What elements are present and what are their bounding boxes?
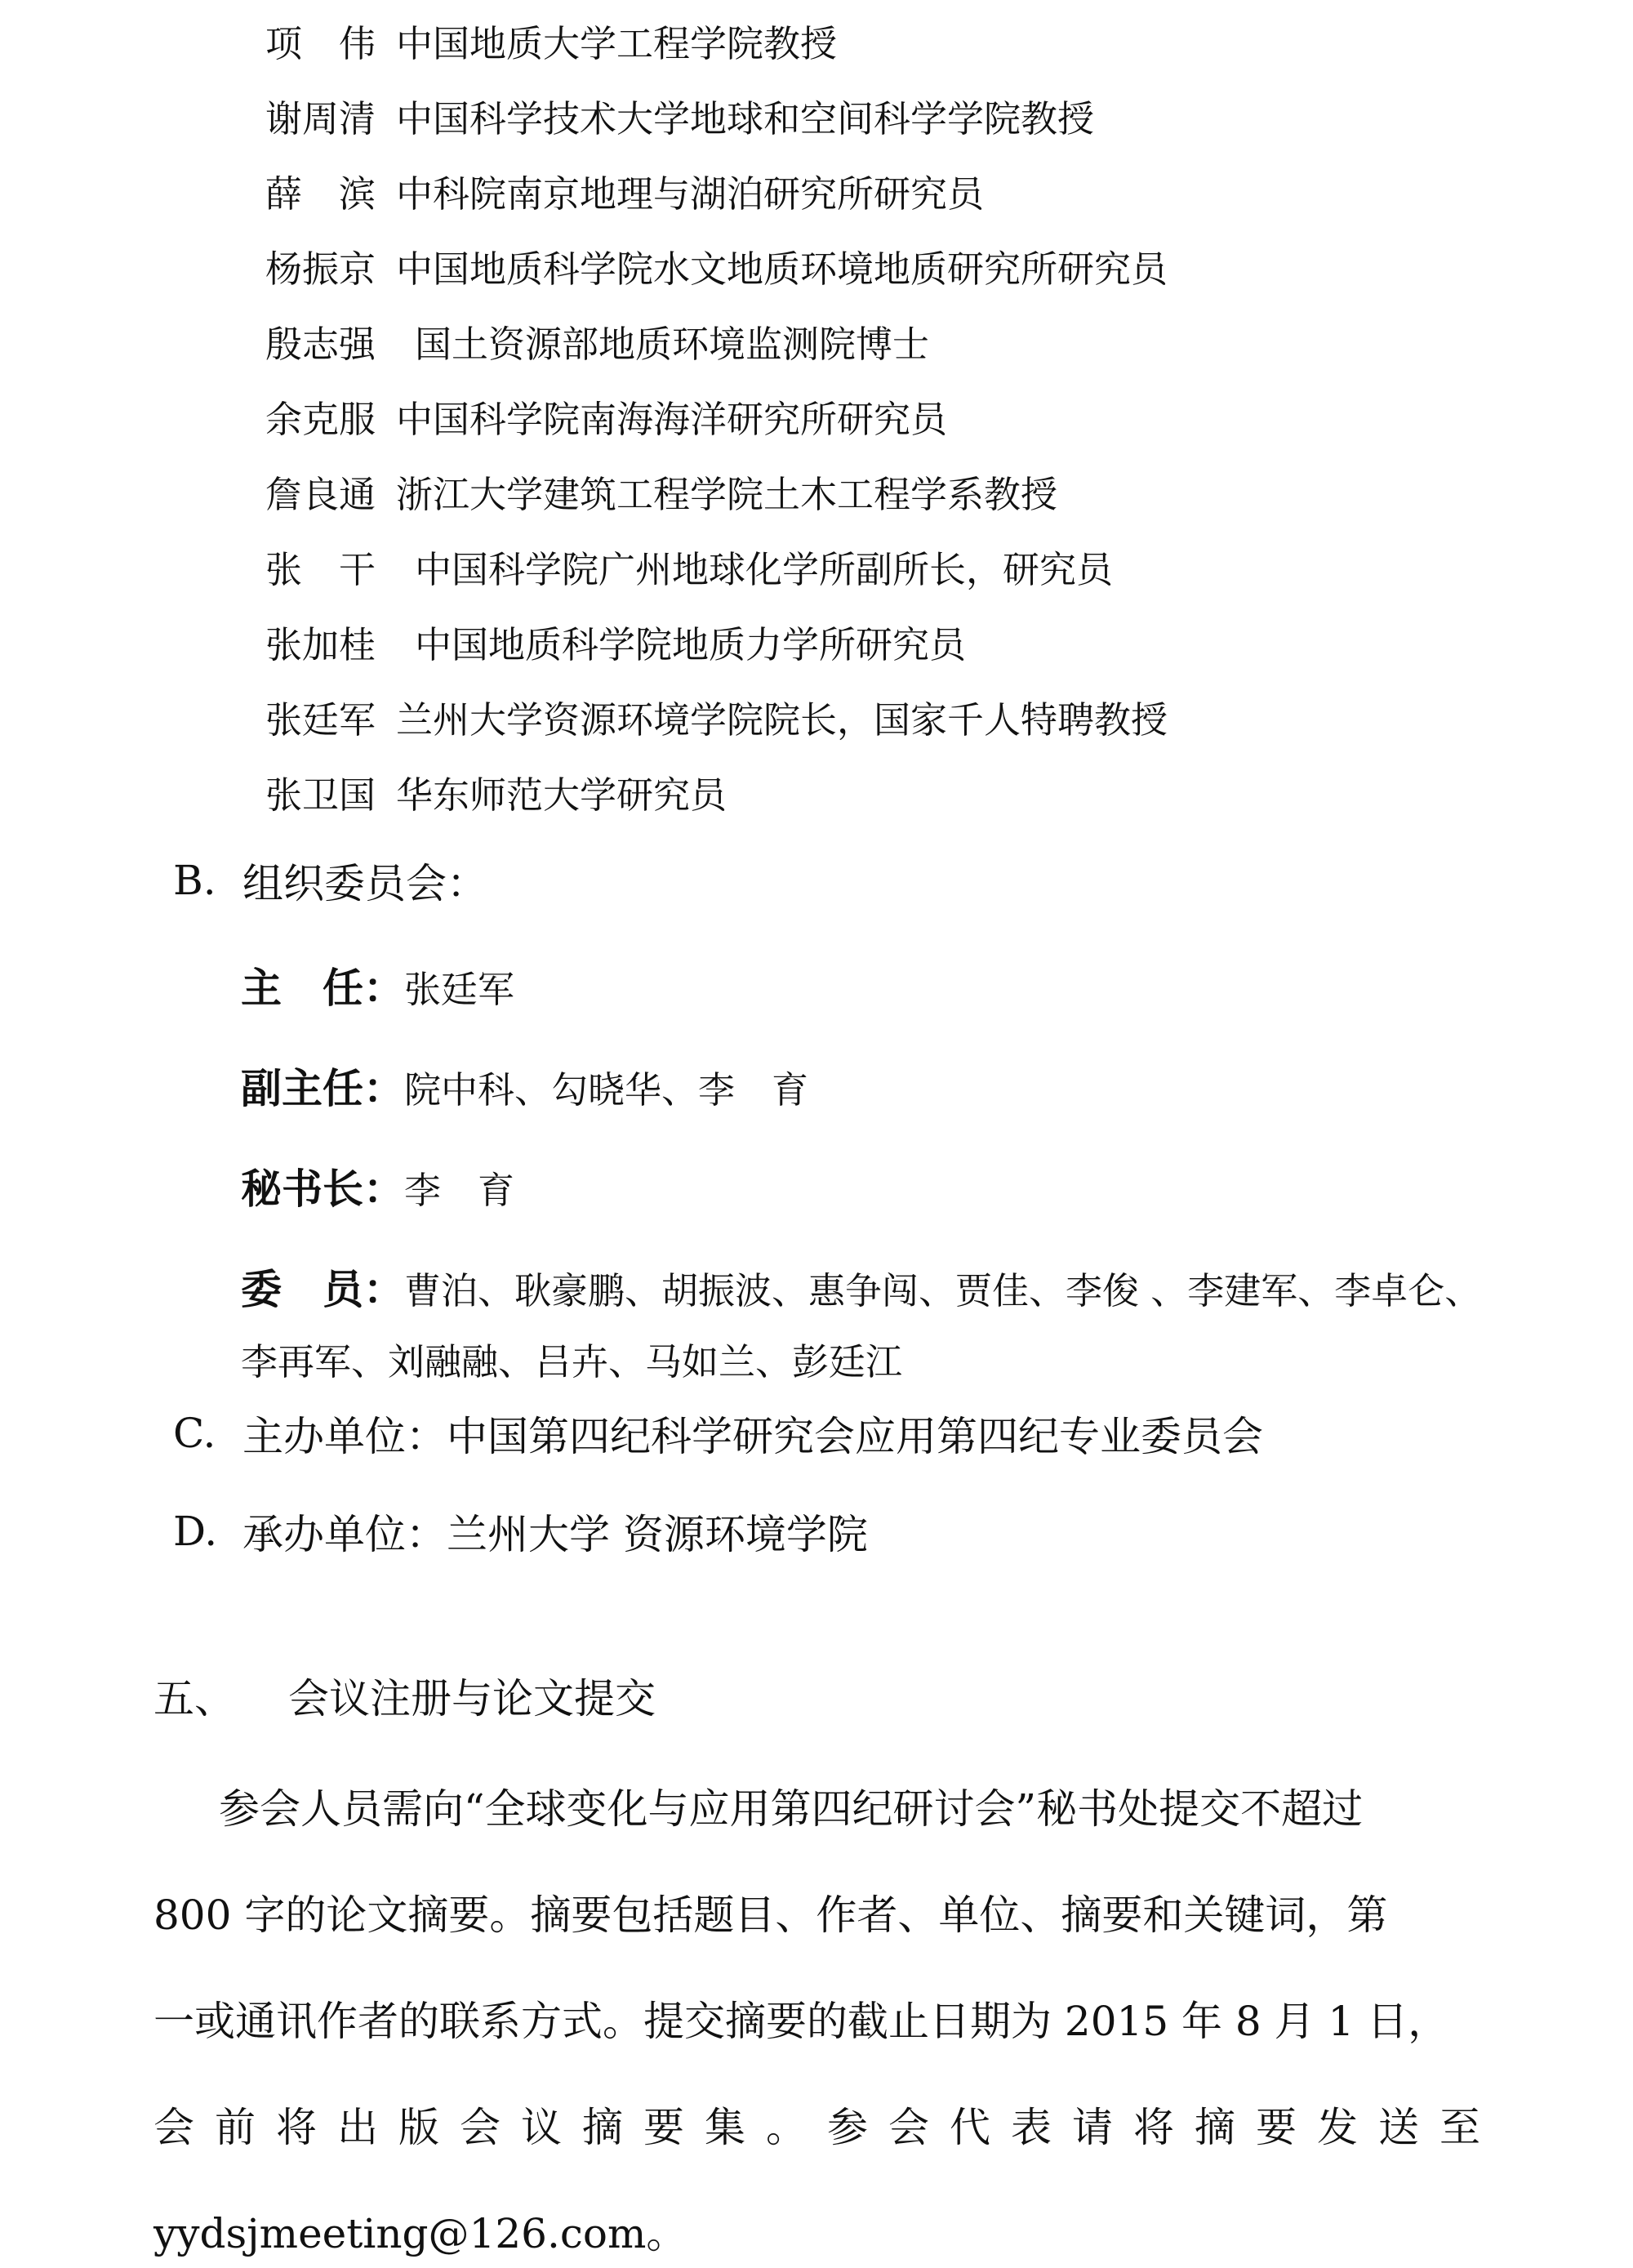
member-name: 杨振京 [265, 247, 376, 291]
member-name: 薛 滨 [265, 172, 376, 216]
member-name: 谢周清 [265, 96, 376, 140]
section-c-heading [173, 1398, 1263, 1468]
section-letter: D. [173, 1507, 218, 1555]
member-affiliation: 浙江大学建筑工程学院土木工程学系教授 [396, 472, 1058, 516]
member-name: 殷志强 [265, 322, 376, 366]
section-title: 组织委员会： [243, 859, 487, 907]
paragraph-line: 一或通讯作者的联系方式。提交摘要的截止日期为 2015 年 8 月 1 日， [154, 1998, 1449, 2045]
member-affiliation: 兰州大学资源环境学院院长，国家千人特聘教授 [396, 697, 1168, 742]
member-affiliation: 中国地质大学工程学院教授 [396, 21, 838, 65]
deputy-value: 院中科、勾晓华、李 育 [404, 1068, 809, 1112]
section-text: 承办单位：兰州大学 资源环境学院 [243, 1510, 868, 1558]
committee-value: 曹泊、耿豪鹏、胡振波、惠争闯、贾佳、李俊 、李建军、李卓仑、 [404, 1269, 1482, 1312]
section-d-heading [173, 1496, 868, 1566]
section-text: 主办单位：中国第四纪科学研究会应用第四纪专业委员会 [243, 1412, 1263, 1460]
director-label: 主 任： [241, 965, 404, 1012]
director-value: 张廷军 [404, 968, 515, 1011]
paragraph-line: 会前将出版会议摘要集。参会代表请将摘要发送至 [154, 2104, 1480, 2151]
member-name: 张卫国 [265, 773, 376, 817]
secretary-label: 秘书长： [241, 1165, 404, 1213]
member-name: 张廷军 [265, 697, 376, 742]
member-row [265, 378, 947, 453]
member-affiliation: 中国科学院广州地球化学所副所长，研究员 [415, 547, 1114, 591]
secretary-row [241, 1156, 514, 1215]
member-affiliation: 华东师范大学研究员 [396, 773, 728, 817]
member-row [265, 228, 1168, 303]
member-name: 项 伟 [265, 21, 376, 65]
committee-value: 李再军、刘融融、吕卉、马如兰、彭廷江 [241, 1340, 903, 1384]
deputy-label: 副主任： [241, 1065, 404, 1112]
committee-label: 委 员： [241, 1266, 404, 1313]
committee-row [241, 1257, 1481, 1316]
member-affiliation: 中国科学院南海海洋研究所研究员 [396, 397, 948, 441]
section-title: 会议注册与论文提交 [288, 1675, 656, 1722]
paragraph-line: 800 字的论文摘要。摘要包括题目、作者、单位、摘要和关键词，第 [154, 1891, 1388, 1939]
section-b-heading [173, 845, 487, 915]
member-name: 张 干 [265, 547, 376, 591]
member-name: 张加桂 [265, 622, 376, 666]
email-address: yydsjmeeting@126.com。 [154, 2210, 687, 2257]
member-name: 詹良通 [265, 472, 376, 516]
section-number: 五、 [154, 1675, 235, 1722]
director-row [241, 956, 514, 1014]
member-row [265, 303, 929, 378]
member-row [265, 604, 966, 679]
member-row [265, 528, 1113, 604]
section-letter: B. [173, 856, 216, 904]
member-affiliation: 中科院南京地理与湖泊研究所研究员 [396, 172, 985, 216]
member-row [265, 153, 984, 228]
member-row [265, 679, 1168, 754]
deputy-row [241, 1056, 808, 1115]
member-row [265, 754, 727, 829]
committee-row-continued [241, 1332, 902, 1385]
member-affiliation: 国土资源部地质环境监测院博士 [415, 322, 930, 366]
member-affiliation: 中国科学技术大学地球和空间科学学院教授 [396, 96, 1095, 140]
member-row [265, 78, 1094, 153]
member-name: 余克服 [265, 397, 376, 441]
secretary-value: 李 育 [404, 1169, 515, 1212]
section-letter: C. [173, 1409, 216, 1457]
member-row [265, 453, 1057, 528]
paragraph-line: 参会人员需向“全球变化与应用第四纪研讨会”秘书处提交不超过 [219, 1785, 1364, 1833]
member-affiliation: 中国地质科学院地质力学所研究员 [415, 622, 967, 666]
section-five-heading [154, 1666, 656, 1725]
member-affiliation: 中国地质科学院水文地质环境地质研究所研究员 [396, 247, 1168, 291]
member-row [265, 2, 837, 78]
